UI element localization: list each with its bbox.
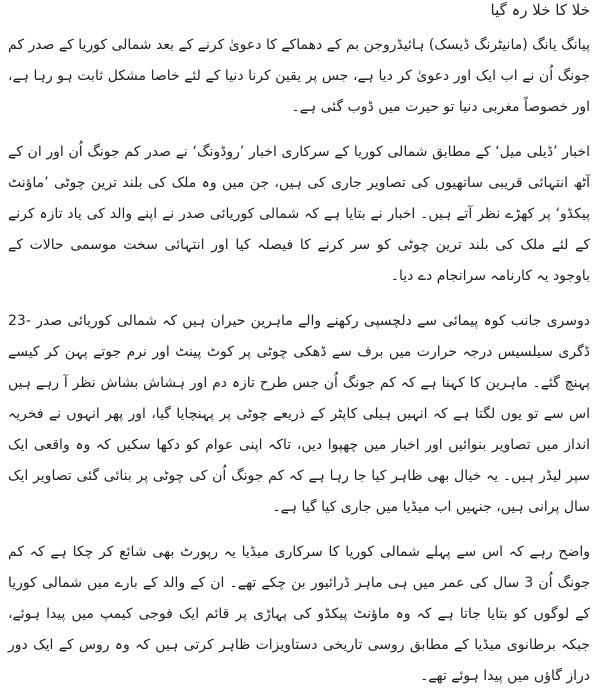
article-paragraph-4: واضح رہے کہ اس سے پہلے شمالی کوریا کا سرکاری میڈیا یہ رپورٹ بھی شائع کر چکا ہے کہ کم جونگ اُن 3 سال کی عمر میں ہی ماہر ڈرائیور بن چکے تھے۔ ان کے والد کے بارے میں شمالی کوریا کے لوگوں کو بتایا جاتا ہے کہ وہ ماؤنٹ پیکڈو کی پہاڑی پر قائم ایک فوجی کیمپ میں پیدا ہوئے، جبکہ برطانوی میڈیا کے مطابق روسی تاریخی دستاویزات ظاہر کرتی ہیں کہ وہ روس کے ایک دور دراز گاؤں میں پیدا ہوئے تھے۔ — [8, 544, 590, 684]
article-paragraph-2: اخبار ’ڈیلی میل‘ کے مطابق شمالی کوریا کے سرکاری اخبار ’روڈونگ‘ نے صدر کم جونگ اُن اور ان کے آٹھ انتہائی قریبی ساتھیوں کی تصاویر جاری کی ہیں، جن میں وہ ملک کی بلند ترین چوٹی ’ماؤنٹ پیکڈو‘ پر کھڑے نظر آتے ہیں۔ اخبار نے بتایا ہے کہ شمالی کوریائی صدر نے اپنے والد کی یاد تازہ کرنے کے لئے ملک کی بلند ترین چوٹی کو سر کرنے کا فیصلہ کیا اور انتہائی سخت موسمی حالات کے باوجود یہ کارنامہ سرانجام دے دیا۔ — [8, 144, 590, 284]
article-title-fragment: خلا کا خلا رہ گیا — [490, 1, 590, 19]
article-paragraph-1: پیانگ یانگ (مانیٹرنگ ڈیسک) ہائیڈروجن بم کے دھماکے کا دعویٰ کرنے کے بعد شمالی کوریا کے صدر کم جونگ اُن نے اب ایک اور دعویٰ کر دیا ہے، جس پر یقین کرنا دنیا کے لئے خاصا مشکل ثابت ہو رہا ہے، اور خصوصاً مغربی دنیا تو حیرت میں ڈوب گئی ہے۔ — [8, 37, 590, 115]
article-paragraph-3: دوسری جانب کوہ پیمائی سے دلچسپی رکھنے والے ماہرین حیران ہیں کہ شمالی کوریائی صدر -23 ڈگری سیلسیس درجہ حرارت میں برف سے ڈھکی چوٹی پر کوٹ پینٹ اور نرم جوتے پہن کر کیسے پہنچ گئے۔ ماہرین کا کہنا ہے کہ کم جونگ اُن جس طرح تازہ دم اور ہشاش بشاش نظر آ رہے ہیں اس سے تو یوں لگتا ہے کہ انہیں ہیلی کاپٹر کے ذریعے چوٹی پر پہنچایا گیا، اور پھر انہوں نے فخریہ انداز میں تصاویر بنوائیں اور اخبار میں چھپوا دیں، تاکہ اپنی عوام کو دکھا سکیں کہ وہ واقعی ایک سپر لیڈر ہیں۔ یہ خیال بھی ظاہر کیا جا رہا ہے کہ کم جونگ اُن کی چوٹی پر بنائی گئی تصاویر ایک سال پرانی ہیں، جنہیں اب میڈیا میں جاری کیا گیا ہے۔ — [8, 313, 590, 515]
